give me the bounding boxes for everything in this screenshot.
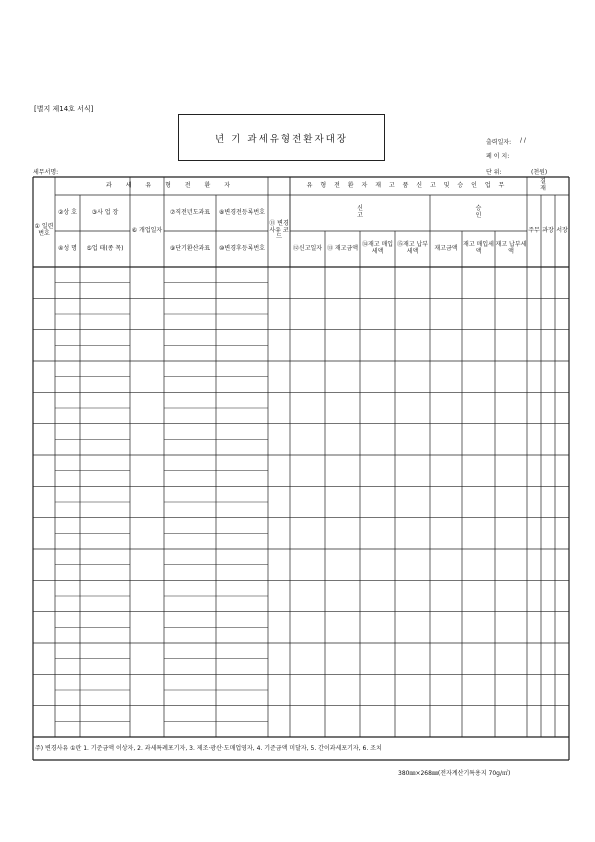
col-inventory-purchase-tax: ⑭재고 매입세액 [361, 241, 394, 255]
unit-value: (천원) [531, 169, 548, 176]
col-change-reason: ⑪ 변경 사유 코드 [269, 219, 289, 241]
col-approved-inventory-amount: 재고금액 [434, 244, 458, 252]
col-approved-payable-tax: 재고 납부세액 [495, 241, 527, 255]
page-label: 페 이 지: [486, 153, 510, 160]
col-serial: ① 일련 번호 [34, 223, 54, 237]
print-date-value: / / [520, 137, 526, 144]
col-inventory-amount: ⑬ 재고금액 [326, 244, 359, 252]
page-title: 년 기 과세유형전환자대장 [178, 114, 385, 161]
footer-note: 주) 변경사유 ①란 1. 기준금액 이상자, 2. 과세특례포기자, 3. 제조·광산·도매업영자, 4. 기준금액 미달자, 5. 간이과세포기자, 6. 조치 [35, 745, 382, 752]
col-prev-reg-no: ⑧변경전등록번호 [219, 208, 265, 216]
col-short-period-tax: ⑨단기환산과표 [169, 244, 211, 252]
print-date-label: 출력일자: [486, 139, 512, 146]
group-taxpayer-header: 과 세 유 형 전 환 자 [105, 181, 236, 189]
col-name: ④성 명 [58, 244, 77, 252]
col-open-date: ⑥ 개업일자 [131, 226, 163, 234]
form-number: [별지 제14호 서식] [34, 105, 94, 113]
col-business-place: ③사 업 장 [91, 208, 119, 216]
col-business-no: ②상 호 [58, 208, 77, 216]
office-label: 세무서명: [33, 169, 59, 176]
col-staff: 주무 [528, 226, 540, 234]
col-business-type: ⑤업 태(종 목) [86, 244, 124, 252]
col-report-date: ⑫신고일자 [292, 244, 323, 252]
paper-spec: 380㎜×268㎜(전자계산기특용지 70g/㎡) [398, 770, 511, 777]
col-approved-purchase-tax: 재고 매입세액 [463, 241, 494, 255]
col-prev-tax-type: ⑦직전년도과표 [169, 208, 211, 216]
group-approval-header: 결 재 [540, 178, 556, 192]
col-director: 서장 [556, 226, 568, 234]
col-inventory-payable-tax: ⑮재고 납부세액 [396, 241, 429, 255]
unit-label: 단 위: [486, 169, 502, 176]
col-new-reg-no: ⑩변경후등록번호 [219, 244, 265, 252]
col-section-chief: 과장 [542, 226, 554, 234]
group-report-header: 신 고 [357, 205, 403, 219]
group-inventory-header: 유 형 전 환 자 재 고 품 신 고 및 승 인 업 무 [306, 181, 508, 189]
group-approve-header: 승 인 [475, 205, 522, 219]
